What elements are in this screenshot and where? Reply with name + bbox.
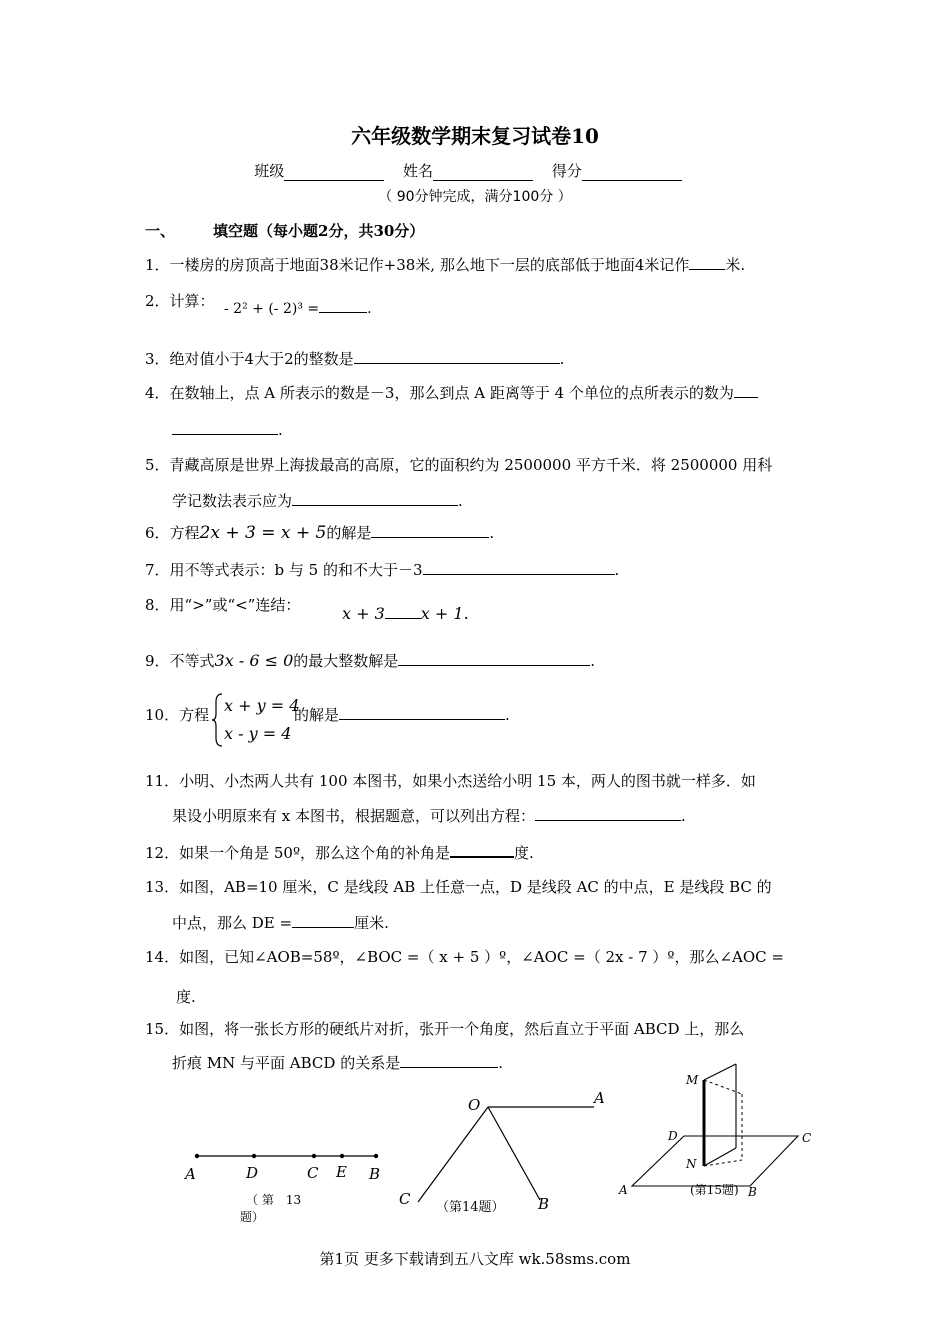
label-b-15: B (748, 1185, 757, 1199)
answer-blank-12[interactable] (450, 842, 514, 858)
class-label: 班级 (254, 162, 285, 180)
question-10-tail: 的解是 (294, 706, 340, 724)
point-a (195, 1154, 199, 1158)
student-info-line (0, 160, 950, 181)
question-12 (145, 842, 534, 863)
question-4-text: 4．在数轴上，点 A 所表示的数是－3，那么到点 A 距离等于 4 个单位的点所表示的数为 (145, 384, 734, 402)
label-n: N (686, 1157, 697, 1171)
question-10-label-wrap (145, 704, 209, 725)
figure-14 (399, 1089, 605, 1215)
question-13-line2b: 厘米. (354, 914, 389, 932)
score-blank[interactable] (582, 164, 682, 181)
question-6-label: 6．方程 (145, 524, 200, 542)
question-2-expression: - 2² + (- 2)³ = . (224, 298, 372, 317)
name-label: 姓名 (402, 162, 433, 180)
class-blank[interactable] (284, 164, 384, 181)
question-1-tail: 米. (725, 256, 746, 274)
answer-blank-4b[interactable] (172, 420, 278, 435)
question-2 (145, 290, 215, 311)
answer-blank-13[interactable] (292, 913, 354, 928)
question-5-line1: 5．青藏高原是世界上海拔最高的高原，它的面积约为 2500000 平方千米．将 2500000 用科 (145, 456, 773, 474)
answer-blank-9[interactable] (398, 651, 590, 666)
label-b-14: B (538, 1195, 550, 1213)
question-8 (145, 594, 300, 615)
question-5 (145, 454, 772, 475)
answer-blank-3[interactable] (354, 349, 560, 364)
answer-blank-10[interactable] (339, 705, 505, 720)
answer-blank-1[interactable] (689, 255, 725, 270)
question-8-right: x + 1 (420, 604, 464, 623)
question-10-tail-wrap: 的解是 . (294, 706, 510, 724)
question-2-label: 2．计算： (145, 292, 215, 310)
question-8-left: x + 3 (342, 604, 385, 623)
question-14-line2: 度. (176, 988, 196, 1006)
label-b: B (369, 1165, 381, 1183)
question-7-text: 7．用不等式表示：b 与 5 的和不大于－3 (145, 561, 423, 579)
question-13 (145, 876, 772, 897)
question-6: 6．方程2x + 3 = x + 5的解是 . (145, 523, 495, 543)
question-12-text: 12．如果一个角是 50º，那么这个角的补角是 (145, 844, 450, 862)
question-14 (145, 946, 784, 967)
question-10-eq2: x - y = 4 (224, 724, 292, 743)
question-11 (145, 770, 756, 791)
card-top-right (704, 1064, 736, 1080)
question-15 (145, 1018, 744, 1039)
figures-area (0, 1060, 950, 1240)
figure-14-caption: （第14题） (436, 1200, 505, 1215)
figure-13 (183, 1154, 380, 1224)
plane-abcd (632, 1136, 798, 1186)
answer-blank-4a[interactable] (734, 383, 758, 398)
question-11-line1: 11．小明、小杰两人共有 100 本图书，如果小杰送给小明 15 本，两人的图书就一样多．如 (145, 772, 756, 790)
question-15-line2: 折痕 MN 与平面 ABCD 的关系是 (172, 1054, 401, 1072)
point-e (340, 1154, 344, 1158)
question-9: 9．不等式3x - 6 ≤ 0的最大整数解是 . (145, 651, 596, 670)
page-title: 六年级数学期末复习试卷10 (351, 124, 599, 148)
question-2-expr-text: - 2² + (- 2)³ = (224, 301, 320, 317)
question-13-line1: 13．如图，AB=10 厘米，C 是线段 AB 上任意一点，D 是线段 AC 的中点，E 是线段 BC 的 (145, 878, 772, 896)
section-number: 一、 (145, 222, 176, 240)
figure-13-caption: （ 第 13 (246, 1193, 302, 1207)
point-c (312, 1154, 316, 1158)
label-d-15: D (668, 1129, 678, 1143)
section-heading (145, 220, 424, 241)
question-11-continued: 果设小明原来有 x 本图书，根据题意，可以列出方程： . (172, 807, 686, 825)
question-5-line2: 学记数法表示应为 (172, 492, 293, 510)
section-title: 填空题（每小题2分，共30分） (213, 222, 425, 240)
question-10-eq1: x + y = 4 (224, 696, 300, 715)
figure-15-caption: (第15题) (690, 1183, 739, 1197)
label-c-14: C (399, 1190, 411, 1208)
question-9-label: 9．不等式 (145, 652, 215, 670)
answer-blank-7[interactable] (423, 560, 615, 575)
question-7: 7．用不等式表示：b 与 5 的和不大于－3 . (145, 561, 620, 579)
question-14-line1: 14．如图，已知∠AOB=58º，∠BOC =（ x + 5 ）º，∠AOC =（ 2x - 7 ）º，那么∠AOC = (145, 948, 784, 966)
label-c-15: C (802, 1131, 812, 1145)
label-e: E (336, 1163, 347, 1181)
answer-blank-11[interactable] (535, 806, 681, 821)
label-d: D (246, 1164, 259, 1182)
question-11-line2: 果设小明原来有 x 本图书，根据题意，可以列出方程： (172, 807, 535, 825)
ray-ob (488, 1107, 540, 1200)
question-3-text: 3．绝对值小于4大于2的整数是 (145, 350, 354, 368)
question-12-tail: 度. (514, 844, 534, 862)
answer-blank-8[interactable] (385, 604, 421, 619)
question-15-continued: 折痕 MN 与平面 ABCD 的关系是 . (172, 1054, 503, 1072)
label-c: C (307, 1164, 319, 1182)
label-a: A (185, 1165, 196, 1183)
answer-blank-6[interactable] (371, 523, 489, 538)
question-1-text: 1．一楼房的房顶高于地面38米记作+38米, 那么地下一层的底部低于地面4米记作 (145, 256, 690, 274)
question-15-line1: 15．如图，将一张长方形的硬纸片对折，张开一个角度，然后直立于平面 ABCD 上，那么 (145, 1020, 745, 1038)
label-a-14: A (594, 1089, 605, 1107)
label-m: M (686, 1073, 699, 1087)
label-a-15: A (619, 1183, 628, 1197)
question-14-continued (176, 986, 196, 1007)
question-9-tail: 的最大整数解是 (293, 652, 399, 670)
exam-note: （ 90分钟完成，满分100分 ） (378, 189, 572, 205)
question-6-expression: 2x + 3 = x + 5 (199, 523, 327, 543)
question-5-continued: 学记数法表示应为 . (172, 492, 463, 510)
question-4 (145, 382, 758, 403)
point-d (252, 1154, 256, 1158)
figure-15 (618, 1064, 811, 1199)
score-label: 得分 (551, 162, 582, 180)
page-footer: 第1页 更多下载请到五八文库 wk.58sms.com (319, 1250, 631, 1268)
answer-blank-2[interactable] (319, 298, 367, 313)
question-9-expression: 3x - 6 ≤ 0 (214, 651, 294, 670)
card-bottom-right (704, 1148, 736, 1166)
label-o: O (468, 1096, 481, 1114)
question-1 (145, 254, 745, 275)
question-8-label: 8．用“>”或“<”连结： (145, 596, 301, 614)
question-6-tail: 的解是 (326, 524, 372, 542)
answer-blank-5[interactable] (292, 491, 458, 506)
name-blank[interactable] (433, 164, 533, 181)
point-b (374, 1154, 378, 1158)
ray-oc (418, 1107, 488, 1202)
question-10-brace (210, 692, 224, 752)
brace-icon (210, 692, 224, 748)
question-4-continued: . (172, 420, 283, 439)
question-8-expression: x + 3 x + 1. (342, 604, 469, 623)
question-13-line2a: 中点，那么 DE = (172, 914, 293, 932)
question-10-label: 10．方程 (145, 706, 210, 724)
question-13-continued (172, 912, 389, 933)
question-3: 3．绝对值小于4大于2的整数是 . (145, 350, 565, 368)
figure-13-caption-2: 题） (240, 1210, 265, 1224)
